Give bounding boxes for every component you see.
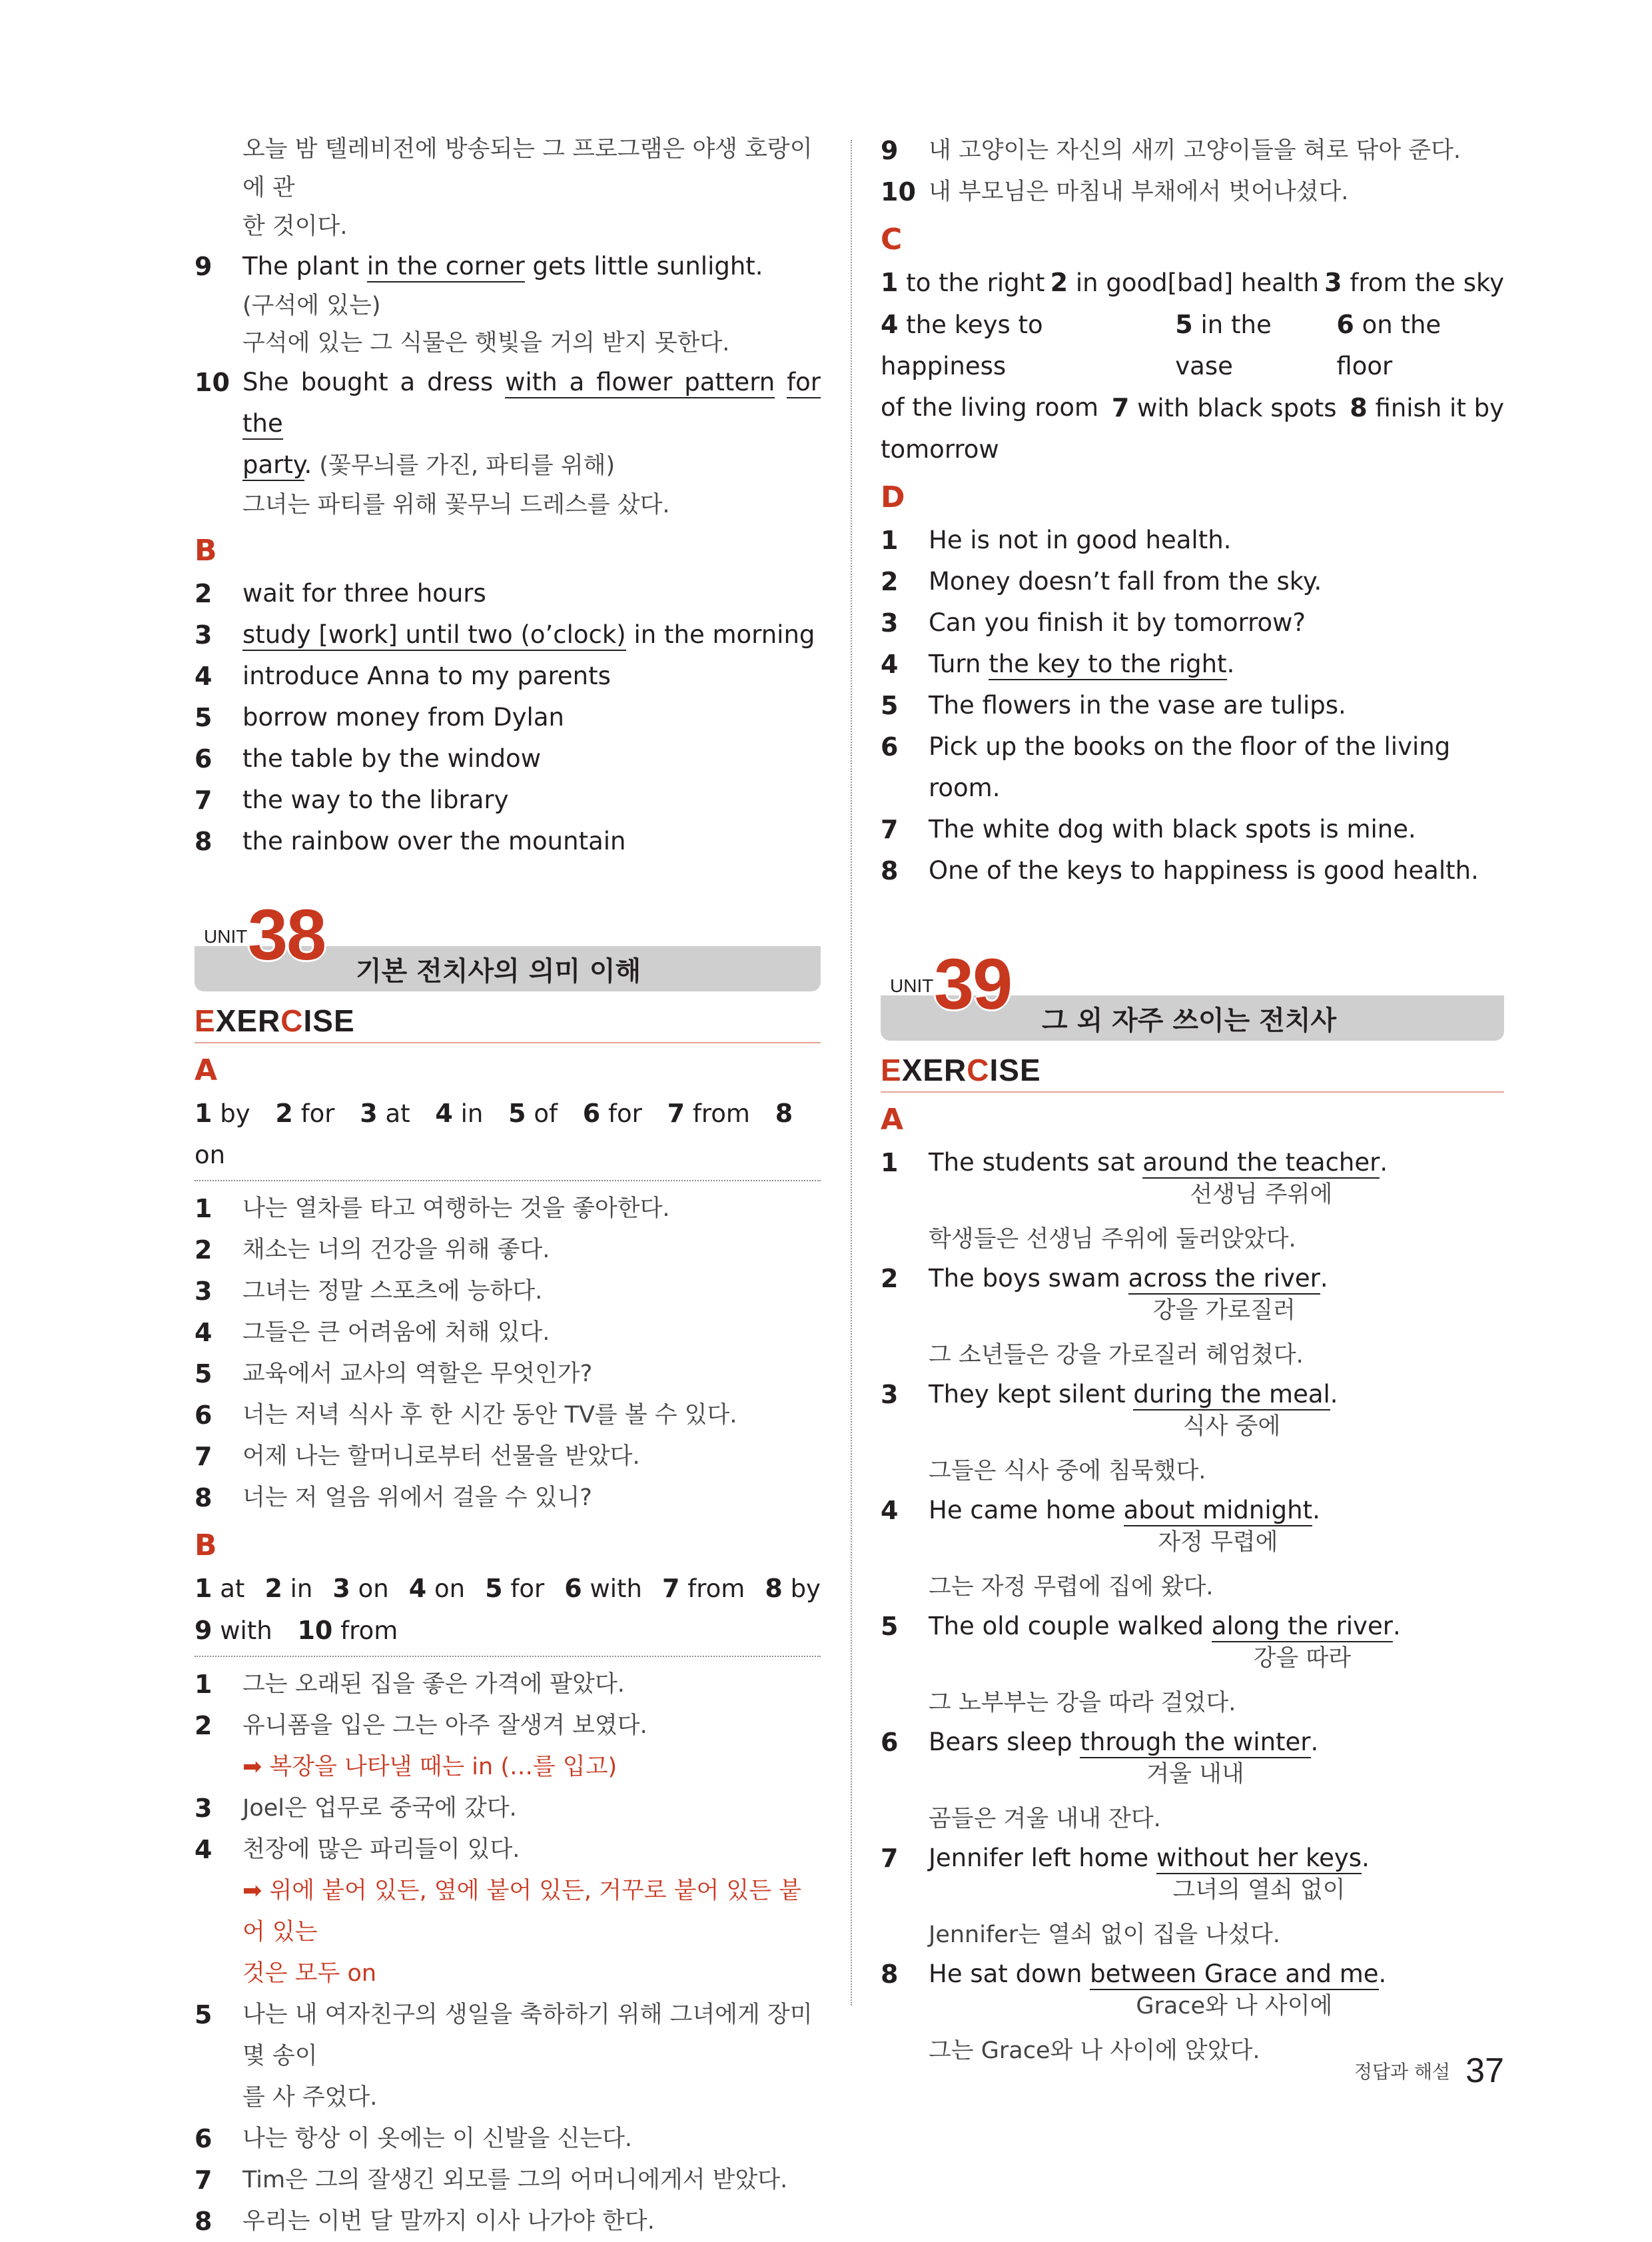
item-number: 3 [195,1794,212,1823]
gloss-line: (구석에 있는) [242,292,381,319]
answer-text: introduce Anna to my parents [242,662,611,690]
translation-text: 나는 항상 이 옷에는 이 신발을 신는다. [242,2125,633,2152]
list-item [195,573,821,614]
list-item [195,1395,821,1436]
translation-text: 를 사 주었다. [242,2084,378,2111]
unit-title: 그 외 자주 쓰이는 전치사 [1042,1005,1337,1036]
answer-word: from [340,1616,398,1645]
translation-text: 유니폼을 입은 그는 아주 잘생겨 보였다. [242,1712,647,1739]
answer-key-row [195,1093,821,1176]
answer-phrase: tomorrow [881,435,999,464]
sentence-text: The boys swam [929,1264,1128,1293]
section-label-d: D [881,480,905,514]
list-item [195,821,821,862]
answer-number: 2 [264,1574,282,1603]
exercise-letters: ISE [989,1053,1041,1087]
underlined-phrase: in the corner [367,252,525,282]
item-number: 4 [881,1496,899,1525]
answer-key-row [881,429,1504,470]
answer-number: 8 [775,1099,793,1128]
answer-word: at [220,1574,245,1603]
answer-number: 3 [332,1574,350,1603]
translation-text: 나는 내 여자친구의 생일을 축하하기 위해 그녀에게 장미 몇 송이 [242,2001,813,2069]
answer-item-10 [195,362,821,524]
underlined-phrase: around the teacher [1142,1148,1380,1179]
sentence-text: The old couple walked [929,1612,1212,1640]
item-number: 8 [195,1483,212,1512]
page-footer [1354,2051,1504,2091]
answer-word: with [220,1616,272,1645]
answer-text: the rainbow over the mountain [242,827,626,855]
item-number: 9 [195,252,212,281]
answer-number: 7 [667,1099,685,1128]
unit-label: UNIT [204,926,248,947]
answer-number: 1 [881,268,899,297]
sentence-text: . [304,450,312,479]
list-item [195,2159,821,2201]
unit-39-header [881,938,1504,1038]
exercise-letters: XER [215,1003,281,1038]
list-item [195,738,821,780]
answer-word: for [510,1574,545,1603]
answer-number: 6 [582,1099,601,1128]
answer-text: wait for three hours [242,579,486,608]
section-label-a: A [195,1053,218,1087]
list-item [881,171,1504,213]
sentence-text: . [1362,1844,1370,1872]
item-number: 1 [881,526,899,555]
list-item [195,1312,821,1353]
exercise-letter: E [195,1003,216,1038]
answer-phrase: with black spots [1137,394,1337,422]
sentence-text: Bears sleep [929,1728,1080,1756]
answer-word: from [692,1099,750,1128]
item-number: 6 [881,732,899,762]
sentence-text: The plant [242,252,367,280]
dotted-divider [195,1180,821,1181]
sentence-text: The white dog with black spots is mine. [929,815,1416,843]
sentence-text: gets little sunlight. [524,252,763,280]
answer-number: 8 [1350,393,1368,422]
gloss-line: 한 것이다. [242,213,348,240]
section-a-list [881,1142,1504,2069]
item-number: 4 [195,1318,212,1347]
list-item [195,656,821,697]
sentence-text: She bought a dress [242,368,506,396]
list-item [881,1722,1504,1838]
list-item [195,2201,821,2242]
explanation-note: ➡ 복장을 나타낼 때는 in (…를 입고) [242,1754,618,1780]
item-number: 4 [195,1835,212,1864]
sentence-text: . [1312,1496,1320,1524]
item-number: 3 [881,1380,899,1409]
list-item [881,809,1504,850]
answer-number: 3 [1324,268,1342,297]
translation-line: 학생들은 선생님 주위에 둘러앉았다. [929,1226,1296,1253]
answer-phrase: on the floor [1336,310,1442,380]
sentence-text: . [1380,1148,1388,1177]
translation-line: 그는 자정 무렵에 집에 왔다. [929,1574,1214,1600]
sentence-text: Can you finish it by tomorrow? [929,608,1306,637]
list-item [195,1829,821,1994]
answer-key-row [195,1610,821,1652]
answer-phrase: the keys to happiness [881,310,1043,380]
answer-number: 4 [408,1574,427,1603]
exercise-letters: XER [901,1053,967,1087]
list-item [881,685,1504,726]
section-label-b: B [195,534,217,568]
answer-number: 5 [1175,310,1193,339]
answer-text: borrow money from Dylan [242,703,564,732]
translation-text: 나는 열차를 타고 여행하는 것을 좋아한다. [242,1195,670,1222]
item-number: 8 [195,2207,212,2236]
item-number: 10 [881,177,916,207]
item-number: 3 [881,608,899,638]
item-number: 6 [881,1728,899,1757]
item-number: 6 [195,744,212,774]
phrase-gloss: 강을 따라 [1253,1645,1352,1672]
translation-text: 어제 나는 할머니로부터 선물을 받았다. [242,1443,640,1470]
underlined-phrase: across the river [1128,1264,1320,1295]
translation-text: 교육에서 교사의 역할은 무엇인가? [242,1361,593,1387]
list-item [881,726,1504,809]
item-number: 1 [195,1194,212,1223]
answer-word: at [385,1099,410,1128]
answer-word: from [687,1574,745,1603]
answer-key-row [881,387,1504,429]
answer-phrase: finish it by [1375,394,1504,422]
underlined-phrase: about midnight [1124,1496,1313,1526]
answer-item-9 [195,246,821,362]
translation-line: 그들은 식사 중에 침묵했다. [929,1458,1206,1484]
item-number: 2 [195,579,212,608]
list-item [881,1258,1504,1374]
translation-line: 그는 Grace와 나 사이에 앉았다. [929,2037,1260,2064]
item-number: 1 [881,1148,899,1177]
underlined-phrase: between Grace and me [1090,1960,1378,1990]
exercise-letters: ISE [303,1003,355,1038]
answer-number: 1 [195,1099,212,1128]
item-number: 7 [195,1442,212,1471]
answer-key-row [881,304,1504,387]
item-number: 5 [195,1359,212,1389]
exercise-letter: E [881,1053,902,1087]
sentence-text: He sat down [929,1960,1090,1988]
item-number: 2 [195,1711,212,1740]
translation-line: 그 노부부는 강을 따라 걸었다. [929,1690,1236,1716]
answer-word: by [790,1574,821,1603]
item-number: 4 [195,662,212,691]
unit-number: 39 [934,943,1012,1024]
underlined-phrase: the key to the right [989,650,1226,680]
translation-line: 그녀는 파티를 위해 꽃무늬 드레스를 샀다. [242,492,670,518]
phrase-gloss: 그녀의 열쇠 없이 [1172,1877,1346,1904]
answer-phrase: in the vase [1175,310,1272,380]
list-item [881,1606,1504,1722]
translation-text: 내 부모님은 마침내 부채에서 벗어나셨다. [929,179,1349,205]
unit-number: 38 [248,894,326,975]
phrase-gloss: 식사 중에 [1182,1413,1281,1440]
answer-number: 5 [508,1099,526,1128]
list-item [881,602,1504,644]
left-column [195,130,821,2242]
translation-line: 곰들은 겨울 내내 잔다. [929,1806,1161,1832]
answer-number: 2 [275,1099,293,1128]
list-item [881,850,1504,891]
exercise-letter: C [280,1003,304,1038]
answer-number: 1 [195,1574,212,1603]
answer-word: in [290,1574,313,1603]
answer-word: for [608,1099,642,1128]
sentence-text: Jennifer left home [929,1844,1156,1872]
exercise-letter: C [967,1053,990,1087]
sentence-text: He came home [929,1496,1124,1524]
item-number: 4 [881,650,899,679]
answer-word: for [300,1099,335,1128]
translation-text: 채소는 너의 건강을 위해 좋다. [242,1237,550,1263]
list-item [881,130,1504,171]
underlined-phrase: during the meal [1133,1380,1330,1410]
sentence-text: . [1320,1264,1328,1293]
answer-number: 8 [765,1574,783,1603]
page-number: 37 [1465,2051,1504,2090]
underlined-phrase: without her keys [1156,1844,1362,1874]
item-number: 3 [195,1277,212,1306]
translation-text: Joel은 업무로 중국에 갔다. [242,1795,517,1822]
footer-label: 정답과 해설 [1354,2061,1451,2083]
list-item [195,1436,821,1477]
sentence-text: The flowers in the vase are tulips. [929,691,1346,720]
answer-number: 7 [1111,393,1130,422]
unit-38-header [195,889,821,989]
translation-line: 구석에 있는 그 식물은 햇빛을 거의 받지 못한다. [242,330,730,356]
list-item [195,1229,821,1271]
phrase-gloss: 강을 가로질러 [1152,1297,1296,1324]
translation-text: 천장에 많은 파리들이 있다. [242,1836,520,1863]
list-item [195,1188,821,1229]
answer-number: 6 [1336,310,1354,339]
item-number: 10 [195,368,230,397]
item-number: 6 [195,1401,212,1430]
answer-text: in the morning [625,620,815,649]
list-item [881,644,1504,685]
gloss-inline: (꽃무늬를 가진, 파티를 위해) [312,452,616,479]
list-item [881,1374,1504,1490]
answer-word: by [220,1099,250,1128]
sentence-text: The students sat [929,1148,1143,1177]
item-number: 9 [881,136,899,165]
section-b-translations [195,1664,821,2242]
answer-phrase: from the sky [1350,269,1504,297]
underlined-phrase: study [work] until two (o’clock) [242,620,626,651]
list-item [195,1994,821,2118]
sentence-text: Pick up the books on the floor of the living room. [929,732,1451,802]
answer-number: 10 [297,1616,333,1645]
translation-text: 우리는 이번 달 말까지 이사 나가야 한다. [242,2208,655,2235]
answer-phrase: to the right [906,269,1045,297]
section-a-translations [195,1188,821,1518]
sentence-text: They kept silent [929,1380,1134,1408]
answer-word: of [534,1099,558,1128]
answer-key-row [881,262,1504,304]
item-number: 7 [195,786,212,815]
sentence-text: He is not in good health. [929,526,1232,554]
explanation-note: 것은 모두 on [242,1960,377,1987]
item-number: 7 [881,1844,899,1873]
answer-number: 2 [1050,268,1068,297]
section-label-c: C [881,223,903,257]
underlined-phrase: through the winter [1080,1728,1310,1758]
list-item [195,1271,821,1312]
sentence-text: . [1392,1612,1401,1640]
section-b-list [195,573,821,862]
list-item [195,780,821,821]
phrase-gloss: 선생님 주위에 [1190,1181,1333,1208]
item-number: 5 [881,1612,899,1641]
answer-number: 7 [661,1574,680,1603]
answer-word: in [460,1099,484,1128]
dotted-divider [195,1656,821,1657]
answer-word: with [590,1574,642,1603]
item-number: 7 [195,2165,212,2195]
answer-number: 3 [360,1099,378,1128]
translation-text: 그들은 큰 어려움에 처해 있다. [242,1319,550,1346]
sentence-text: . [1330,1380,1338,1408]
list-item [195,1353,821,1395]
item-number: 2 [881,567,899,596]
translation-line: Jennifer는 열쇠 없이 집을 나섰다. [929,1922,1280,1948]
phrase-gloss: Grace와 나 사이에 [1136,1993,1333,2019]
list-item [195,614,821,656]
item-number: 8 [881,856,899,885]
list-item [195,697,821,738]
sentence-text: One of the keys to happiness is good health. [929,856,1479,885]
answer-number: 4 [881,310,899,339]
list-item [195,1705,821,1788]
answer-word: on [434,1574,466,1603]
item-number: 8 [195,827,212,856]
section-label-b: B [195,1528,217,1562]
column-divider [851,140,852,2005]
explanation-note: ➡ 위에 붙어 있든, 옆에 붙어 있든, 거꾸로 붙어 있든 붙어 있는 [242,1878,802,1946]
translation-text: 그녀는 정말 스포츠에 능하다. [242,1278,543,1305]
answer-word: on [358,1574,389,1603]
sentence-text: Turn [929,650,989,678]
list-item [881,561,1504,602]
item-number: 5 [195,703,212,732]
translation-line: 그 소년들은 강을 가로질러 헤엄쳤다. [929,1342,1304,1369]
phrase-gloss: 겨울 내내 [1146,1761,1244,1788]
item-number: 7 [881,815,899,844]
sentence-text: . [1378,1960,1387,1988]
answer-text: the way to the library [242,786,509,814]
item-number: 1 [195,1670,212,1699]
list-item [881,1142,1504,1258]
list-item [195,1477,821,1518]
translation-text: 내 고양이는 자신의 새끼 고양이들을 혀로 닦아 준다. [929,137,1461,164]
underlined-phrase: for the [242,368,821,440]
item-number: 2 [881,1264,899,1293]
answer-number: 4 [435,1099,453,1128]
phrase-gloss: 자정 무렵에 [1158,1529,1278,1556]
unit-label: UNIT [890,975,934,996]
sentence-text: Money doesn’t fall from the sky. [929,567,1322,596]
right-column [881,130,1504,2069]
item-number: 5 [881,691,899,720]
underlined-phrase: party [242,450,304,481]
underlined-phrase: along the river [1212,1612,1393,1642]
translation-text: Tim은 그의 잘생긴 외모를 그의 어머니에게서 받았다. [242,2167,788,2193]
answer-key-row [195,1568,821,1610]
answer-number: 5 [485,1574,503,1603]
sentence-text: . [1226,650,1235,678]
translation-text: 그는 오래된 집을 좋은 가격에 팔았다. [242,1671,625,1698]
list-item [881,1490,1504,1606]
exercise-heading [195,1001,821,1043]
list-item [195,2118,821,2159]
translation-text: 너는 저녁 식사 후 한 시간 동안 TV를 볼 수 있다. [242,1402,737,1428]
item-number: 6 [195,2124,212,2153]
answer-number: 9 [195,1616,212,1645]
item-number: 8 [881,1960,899,1989]
list-item [195,1664,821,1705]
gloss-line: 오늘 밤 텔레비전에 방송되는 그 프로그램은 야생 호랑이에 관 [242,136,813,201]
answer-number: 6 [564,1574,582,1603]
underlined-phrase: with a flower pattern [505,368,775,398]
list-item [195,1788,821,1829]
answer-phrase: of the living room [881,393,1099,422]
answer-text: the table by the window [242,744,541,773]
list-item [881,520,1504,561]
item-number: 3 [195,620,212,650]
item-number: 2 [195,1235,212,1265]
answer-phrase: in good[bad] health [1075,269,1320,297]
item-number: 5 [195,2000,212,2029]
section-d-list [881,520,1504,891]
sentence-text: . [1310,1728,1319,1756]
list-item [881,1838,1504,1954]
answer-word: on [195,1141,226,1169]
exercise-heading [881,1050,1504,1093]
unit-title: 기본 전치사의 의미 이해 [356,956,641,987]
section-label-a: A [881,1103,904,1137]
translation-text: 너는 저 얼음 위에서 걸을 수 있니? [242,1484,592,1511]
